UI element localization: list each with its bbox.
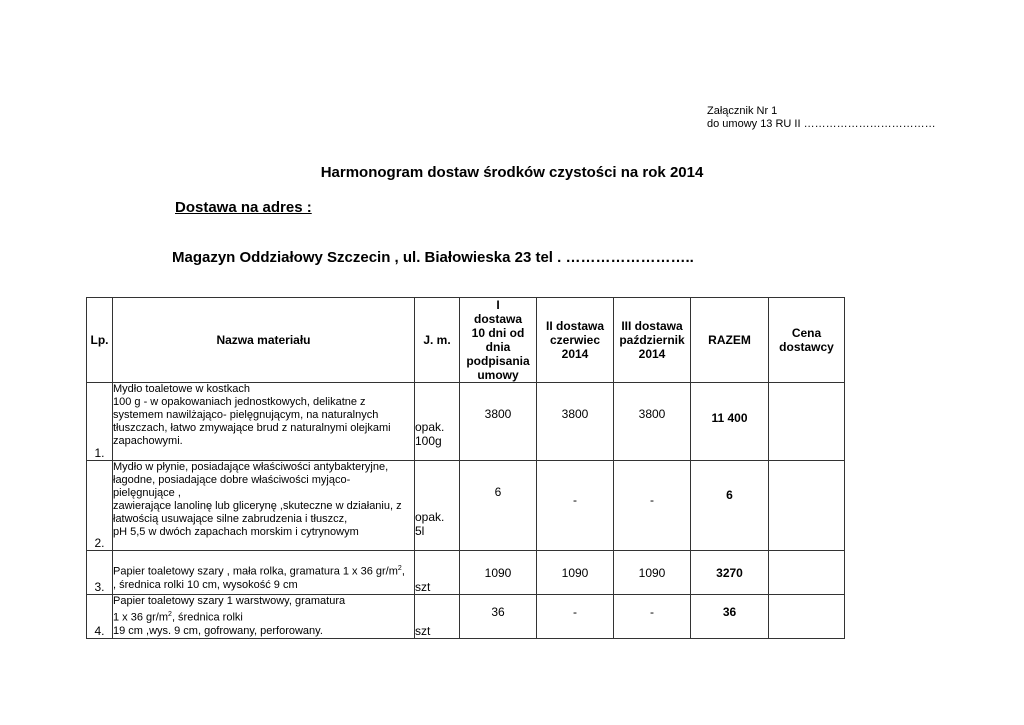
header-d1-line: dostawa	[473, 312, 522, 326]
desc-line	[113, 562, 414, 579]
row-total: 6	[691, 461, 769, 551]
desc-line: Mydło toaletowe w kostkach	[113, 383, 250, 395]
row-description	[113, 551, 415, 595]
header-d1-line: 10 dni od	[471, 326, 525, 340]
row-total: 3270	[691, 551, 769, 595]
header-unit: J. m.	[415, 298, 460, 383]
unit-line: opak.	[415, 420, 445, 434]
unit-line: 100g	[415, 434, 442, 448]
header-lp: Lp.	[87, 298, 113, 383]
desc-text: Papier toaletowy szary , mała rolka, gramatura 1 x 36 gr/m	[113, 566, 398, 578]
desc-line: tłuszczach, łatwo zmywające brud z naturalnymi olejkami	[113, 422, 391, 434]
row-delivery-2: -	[537, 461, 614, 551]
header-d3-line: październik	[619, 333, 685, 347]
row-lp: 1.	[87, 383, 113, 461]
desc-line: pH 5,5 w dwóch zapachach morskim i cytrynowym	[113, 526, 359, 538]
attachment-line-2: do umowy 13 RU II ………………………………	[707, 118, 936, 130]
delivery-schedule-table	[86, 297, 845, 639]
row-delivery-3: 1090	[614, 551, 691, 595]
row-delivery-2: 1090	[537, 551, 614, 595]
desc-text: ,	[401, 566, 405, 578]
table-row	[87, 461, 845, 551]
row-delivery-1: 1090	[460, 551, 537, 595]
superscript: 2	[397, 565, 402, 573]
header-delivery-3	[614, 298, 691, 383]
desc-line	[113, 608, 414, 625]
header-d1-line: I	[496, 298, 500, 312]
desc-line: Papier toaletowy szary 1 warstwowy, gramatura	[113, 595, 346, 607]
header-price	[769, 298, 845, 383]
header-price-line: dostawcy	[779, 340, 834, 354]
row-unit	[415, 461, 460, 551]
table-row	[87, 383, 845, 461]
row-delivery-1: 36	[460, 595, 537, 639]
row-lp: 3.	[87, 551, 113, 595]
desc-line: łagodne, posiadające dobre właściwości myjąco-	[113, 474, 351, 486]
header-delivery-2	[537, 298, 614, 383]
row-delivery-2: 3800	[537, 383, 614, 461]
header-d2-line: czerwiec	[549, 333, 601, 347]
desc-line: 100 g - w opakowaniach jednostkowych, delikatne z	[113, 396, 366, 408]
table-row	[87, 595, 845, 639]
header-d3-line: III dostawa	[621, 319, 683, 333]
row-lp: 4.	[87, 595, 113, 639]
header-delivery-1	[460, 298, 537, 383]
header-price-line: Cena	[791, 326, 822, 340]
desc-line: łatwością usuwające silne zabrudzenia i tłuszcz,	[113, 513, 348, 525]
row-delivery-3: 3800	[614, 383, 691, 461]
row-total: 11 400	[691, 383, 769, 461]
desc-line: pielęgnujące ,	[113, 487, 181, 499]
table-row	[87, 551, 845, 595]
header-d3-line: 2014	[638, 347, 666, 361]
attachment-line-1: Załącznik Nr 1	[707, 105, 778, 117]
row-unit	[415, 383, 460, 461]
row-price	[769, 383, 845, 461]
row-delivery-3: -	[614, 595, 691, 639]
row-delivery-2: -	[537, 595, 614, 639]
desc-line: , średnica rolki 10 cm, wysokość 9 cm	[113, 579, 298, 591]
row-price	[769, 551, 845, 595]
attachment-note	[707, 105, 936, 131]
row-total: 36	[691, 595, 769, 639]
desc-text: 1 x 36 gr/m	[113, 611, 169, 624]
row-description	[113, 383, 415, 461]
desc-line: 19 cm ,wys. 9 cm, gofrowany, perforowany.	[113, 624, 323, 637]
row-delivery-1: 3800	[460, 383, 537, 461]
row-delivery-3: -	[614, 461, 691, 551]
desc-line: zawierające lanolinę lub glicerynę ,skuteczne w działaniu, z	[113, 500, 402, 512]
row-lp: 2.	[87, 461, 113, 551]
row-price	[769, 595, 845, 639]
row-description	[113, 461, 415, 551]
desc-text: , średnica rolki	[171, 611, 243, 624]
header-d2-line: II dostawa	[545, 319, 604, 333]
unit-line: opak.	[415, 510, 445, 524]
delivery-address: Magazyn Oddziałowy Szczecin , ul. Białowieska 23 tel . ……………………..	[172, 249, 694, 266]
row-unit: szt	[415, 595, 460, 639]
header-d1-line: umowy	[477, 368, 519, 382]
header-d2-line: 2014	[561, 347, 589, 361]
desc-line: Mydło w płynie, posiadające właściwości antybakteryjne,	[113, 461, 389, 473]
document-title: Harmonogram dostaw środków czystości na rok 2014	[320, 164, 704, 181]
header-d1-line: podpisania	[466, 354, 530, 368]
row-unit: szt	[415, 551, 460, 595]
header-total: RAZEM	[691, 298, 769, 383]
header-name: Nazwa materiału	[113, 298, 415, 383]
header-row	[87, 298, 845, 383]
row-description	[113, 595, 415, 639]
row-delivery-1: 6	[460, 461, 537, 551]
desc-line: zapachowymi.	[113, 435, 183, 447]
row-price	[769, 461, 845, 551]
unit-line: 5l	[415, 524, 425, 538]
delivery-subtitle: Dostawa na adres :	[175, 199, 312, 216]
superscript: 2	[168, 611, 172, 618]
desc-line: systemem nawilżająco- pielęgnującym, na naturalnych	[113, 409, 379, 421]
header-d1-line: dnia	[485, 340, 511, 354]
